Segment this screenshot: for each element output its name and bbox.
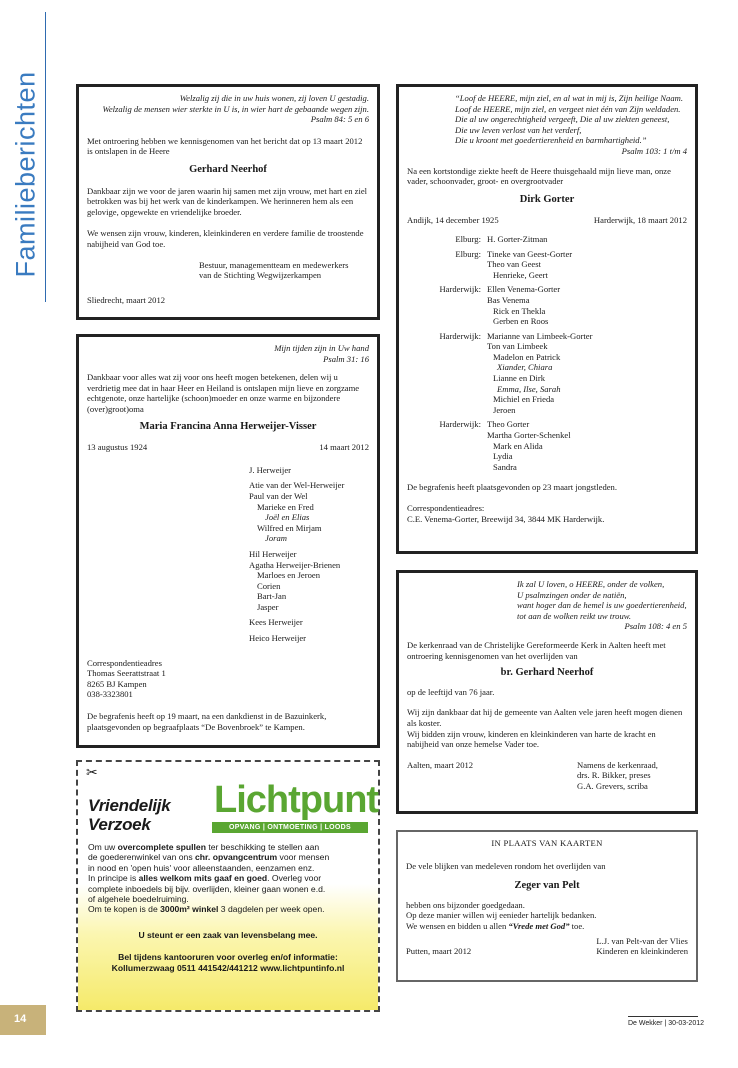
death-date: Harderwijk, 18 maart 2012 (593, 215, 687, 226)
place-date: Sliedrecht, maart 2012 (87, 294, 166, 305)
family-member: Mark en Alida (493, 440, 543, 451)
ad-text: chr. opvangcentrum (195, 852, 278, 863)
quote-line: Die u kroont met goedertierenheid en barmhartigheid.” (455, 135, 647, 146)
intro-text: Dankbaar voor alles wat zij voor ons heeft mogen betekenen, delen wij u verdrietig mee dat in haar Heer en Heiland is ontslapen mijn lieve en zorgzame echtgenote, onze hartelijke (schoon)moeder en onze warme en bijzondere (over)groot)oma (87, 372, 360, 414)
family-member: Heico Herweijer (249, 633, 307, 644)
quote-line: Welzalig de mensen wier sterkte in U is, in wier hart de gebaande wegen zijn. (102, 103, 369, 114)
family-member: H. Gorter-Zitman (487, 233, 548, 244)
ad-text: ter beschikking te stellen aan (205, 842, 320, 852)
family-member: Rick en Thekla (493, 305, 546, 316)
signature-line: drs. R. Bikker, preses (577, 770, 651, 781)
ad-text: . Overleg voor (267, 873, 322, 884)
ad-heading: Vriendelijk (88, 796, 171, 815)
family-group (407, 249, 687, 281)
group-place: Harderwijk: (439, 284, 481, 295)
notice-wegwijzerkampen (76, 84, 380, 320)
ad-body-line (88, 884, 378, 894)
notice-header: IN PLAATS VAN KAARTEN (491, 838, 603, 848)
group-members (487, 234, 547, 245)
family-member: Henrieke, Geert (493, 269, 548, 280)
place-date: Aalten, maart 2012 (407, 759, 474, 770)
family-member: Gerben en Roos (493, 316, 549, 327)
ad-text: complete inboedels bij bijv. overlijden, kleiner gaan wonen e.d. (88, 883, 326, 894)
family-member: Kees Herweijer (249, 617, 303, 628)
family-member: Corien (257, 580, 281, 591)
deceased-name: Maria Francina Anna Herweijer-Visser (139, 420, 317, 432)
paragraph: Wij zijn dankbaar dat hij de gemeente van Aalten vele jaren heeft mogen dienen als koster. (407, 707, 683, 728)
ad-text: Om te kopen is de (88, 904, 161, 915)
intro-text: De kerkenraad van de Christelijke Gereformeerde Kerk in Aalten heeft met ontroering kennisgenomen van het overlijden van (407, 639, 666, 661)
address-line: C.E. Venema-Gorter, Breewijd 34, 3844 MK Harderwijk. (407, 513, 605, 524)
family-member: Xiander, Chiara (497, 362, 553, 373)
ad-text: in nood en 'open huis' voor alleenstaanden, eenzamen enz. (88, 862, 315, 873)
family-member: Theo van Geest (487, 259, 541, 270)
thanks-line: Op deze manier willen wij eenieder hartelijk bedanken. (406, 910, 597, 921)
ad-body-line (88, 894, 378, 904)
signature-line: Namens de kerkenraad, (577, 759, 658, 770)
address-label: Correspondentieadres: (407, 503, 485, 513)
paragraph: Wij bidden zijn vrouw, kinderen en kleinkinderen van harte de kracht en nabijheid van onze hemelse Vader toe. (407, 728, 656, 750)
page-number: 14 (14, 1013, 27, 1025)
ad-text: 3000m² winkel (160, 904, 219, 915)
notice-kerkenraad-aalten (396, 570, 698, 814)
quote-line: Die al uw ongerechtigheid vergeeft, Die al uw ziekten geneest, (455, 114, 670, 125)
family-group (407, 331, 687, 416)
scissors-icon: ✂ (86, 764, 98, 780)
family-member: Jasper (257, 601, 279, 612)
signature-line: Bestuur, managementteam en medewerkers (199, 259, 349, 270)
lichtpunt-logo: Lichtpunt (214, 779, 379, 821)
ad-contact-line: Kollumerzwaag 0511 441542/441212 www.lichtpuntinfo.nl (111, 963, 345, 973)
place-date: Putten, maart 2012 (406, 946, 472, 957)
family-member: Atie van der Wel-Herweijer (249, 480, 345, 491)
sidebar-rule (45, 12, 46, 302)
birth-date: 13 augustus 1924 (87, 442, 148, 453)
ad-text: de goederenwinkel van ons (88, 852, 196, 863)
family-member: Joram (265, 533, 287, 544)
dates-row (87, 442, 369, 453)
quote-line: U psalmzingen onder de natiën, (517, 589, 627, 600)
family-group (407, 284, 687, 326)
group-place: Elburg: (455, 233, 481, 244)
signature-line: Kinderen en kleinkinderen (596, 946, 688, 957)
group-members (487, 419, 571, 472)
lichtpunt-advertisement (76, 760, 380, 1012)
group-place: Elburg: (455, 248, 481, 259)
family-member: Michiel en Frieda (493, 394, 555, 405)
family-list (407, 234, 687, 472)
ad-text: Om uw (88, 842, 118, 852)
family-member: J. Herweijer (249, 464, 291, 475)
intro-text: Met ontroering hebben we kennisgenomen van het bericht dat op 13 maart 2012 is ontslapen in de Heere (87, 135, 363, 157)
family-member: Martha Gorter-Schenkel (487, 430, 571, 441)
ad-support-line: U steunt er een zaak van levensbelang mee. (138, 930, 318, 940)
ad-contact-line: Bel tijdens kantooruren voor overleg en/of informatie: (118, 952, 338, 962)
family-group (407, 419, 687, 472)
quote-line: Ik zal U loven, o HEERE, onder de volken, (517, 579, 665, 589)
ad-body (88, 842, 378, 915)
quote-reference: Psalm 84: 5 en 6 (310, 114, 369, 125)
ad-text: In principe is (88, 873, 139, 884)
family-member: Agatha Herweijer-Brienen (249, 559, 341, 570)
thanks-text: toe. (569, 920, 585, 931)
funeral-text: De begrafenis heeft op 19 maart, na een dankdienst in de Bazuinkerk, plaatsgevonden op begraafplaats “De Bovenbroek” te Kampen. (87, 711, 327, 732)
publication-footer: De Wekker | 30-03-2012 (628, 1016, 698, 1027)
quote-line: Mijn tijden zijn in Uw hand (274, 343, 369, 353)
wish-text: “Vrede met God” (508, 920, 570, 931)
death-date: 14 maart 2012 (319, 442, 369, 453)
family-member: Hil Herweijer (249, 548, 297, 559)
address-line: Thomas Seerattstraat 1 (87, 668, 166, 679)
quote-line: Die uw leven verlost van het verderf, (455, 124, 582, 135)
quote-line: Welzalig zij die in uw huis wonen, zij loven U gestadig. (179, 93, 369, 103)
family-member: Bas Venema (487, 294, 530, 305)
family-member: Marloes en Jeroen (257, 570, 320, 581)
address-line: Correspondentieadres (87, 657, 162, 668)
ad-text: overcomplete spullen (117, 842, 206, 852)
thanks-text: We wensen en bidden u allen (406, 920, 509, 931)
family-member: Bart-Jan (257, 591, 287, 602)
quote-reference: Psalm 31: 16 (323, 353, 369, 364)
notice-gorter (396, 84, 698, 554)
quote-line: “Loof de HEERE, mijn ziel, en al wat in mij is, Zijn heilige Naam. (455, 93, 683, 103)
family-member: Marianne van Limbeek-Gorter (487, 330, 593, 341)
paragraph: We wensen zijn vrouw, kinderen, kleinkinderen en verdere familie de troostende nabijheid van God toe. (87, 228, 364, 249)
ad-text: of algehele boedelruiming. (88, 894, 189, 905)
deceased-name: Zeger van Pelt (514, 880, 580, 892)
group-place: Harderwijk: (439, 419, 481, 430)
group-members (487, 331, 592, 416)
ad-heading: Verzoek (88, 815, 151, 834)
group-members (487, 284, 560, 326)
intro-text: Na een kortstondige ziekte heeft de Heere thuisgehaald mijn lieve man, onze vader, schoonvader, groot- en overgrootvader (407, 165, 671, 187)
deceased-name: Dirk Gorter (519, 193, 575, 205)
thanks-line: hebben ons bijzonder goedgedaan. (406, 899, 525, 910)
family-member: Theo Gorter (487, 419, 530, 430)
family-member: Madelon en Patrick (493, 351, 561, 362)
ad-body-line (88, 863, 378, 873)
family-list (249, 465, 369, 644)
quote-line: tot aan de wolken reikt uw trouw. (517, 610, 632, 621)
notice-van-pelt (396, 830, 698, 982)
ad-body-line (88, 904, 378, 914)
signature-line: van de Stichting Wegwijzerkampen (199, 270, 322, 281)
paragraph: Dankbaar zijn we voor de jaren waarin hij samen met zijn vrouw, met hart en ziel betrokken was bij het werk van de kinderkampen. We herinneren hem als een gelovige, opgewekte en vriendelijke broeder. (87, 185, 368, 217)
ad-body-line (88, 873, 378, 883)
thanks-line (406, 921, 688, 932)
deceased-name: Gerhard Neerhof (189, 163, 267, 175)
family-member: Wilfred en Mirjam (257, 522, 322, 533)
quote-reference: Psalm 108: 4 en 5 (624, 621, 687, 632)
section-sidebar (4, 71, 48, 280)
family-member: Sandra (493, 461, 517, 472)
dates-row (407, 215, 687, 226)
ad-body-line (88, 852, 378, 862)
quote-reference: Psalm 103: 1 t/m 4 (621, 145, 687, 156)
family-group (407, 234, 687, 245)
birth-date: Andijk, 14 december 1925 (407, 215, 499, 226)
page-number-tab (0, 1005, 46, 1035)
quote-line: Loof de HEERE, mijn ziel, en vergeet niet één van Zijn weldaden. (455, 103, 681, 114)
notice-herweijer (76, 334, 380, 748)
family-member: Ton van Limbeek (487, 341, 548, 352)
family-member: Tineke van Geest-Gorter (487, 248, 573, 259)
address-line: 8265 BJ Kampen (87, 678, 147, 689)
group-place: Harderwijk: (439, 330, 481, 341)
group-members (487, 249, 572, 281)
quote-line: want hoger dan de hemel is uw goedertierenheid, (517, 600, 687, 611)
section-title: Familieberichten (10, 71, 41, 278)
ad-text: alles welkom mits gaaf en goed (138, 873, 268, 884)
ad-text: voor mensen (277, 852, 330, 863)
signature-line: G.A. Grevers, scriba (577, 780, 648, 791)
family-member: Lianne en Dirk (493, 373, 546, 384)
family-member: Jeroen (493, 404, 516, 415)
family-member: Emma, Ilse, Sarah (497, 383, 561, 394)
intro-text: De vele blijken van medeleven rondom het overlijden van (406, 860, 606, 871)
age-text: op de leeftijd van 76 jaar. (407, 686, 495, 697)
family-member: Paul van der Wel (249, 490, 308, 501)
family-member: Ellen Venema-Gorter (487, 284, 561, 295)
deceased-name: br. Gerhard Neerhof (500, 667, 594, 679)
ad-text: 3 dagdelen per week open. (218, 904, 325, 915)
address-line: 038-3323801 (87, 689, 133, 700)
ad-body-line (88, 842, 378, 852)
family-member: Marieke en Fred (257, 501, 314, 512)
funeral-text: De begrafenis heeft plaatsgevonden op 23 maart jongstleden. (407, 482, 617, 493)
family-member: Lydia (493, 451, 513, 462)
signature-line: L.J. van Pelt-van der Vlies (596, 935, 688, 946)
family-member: Joël en Elias (265, 512, 310, 523)
ad-tagline: OPVANG | ONTMOETING | LOODS (212, 822, 368, 833)
